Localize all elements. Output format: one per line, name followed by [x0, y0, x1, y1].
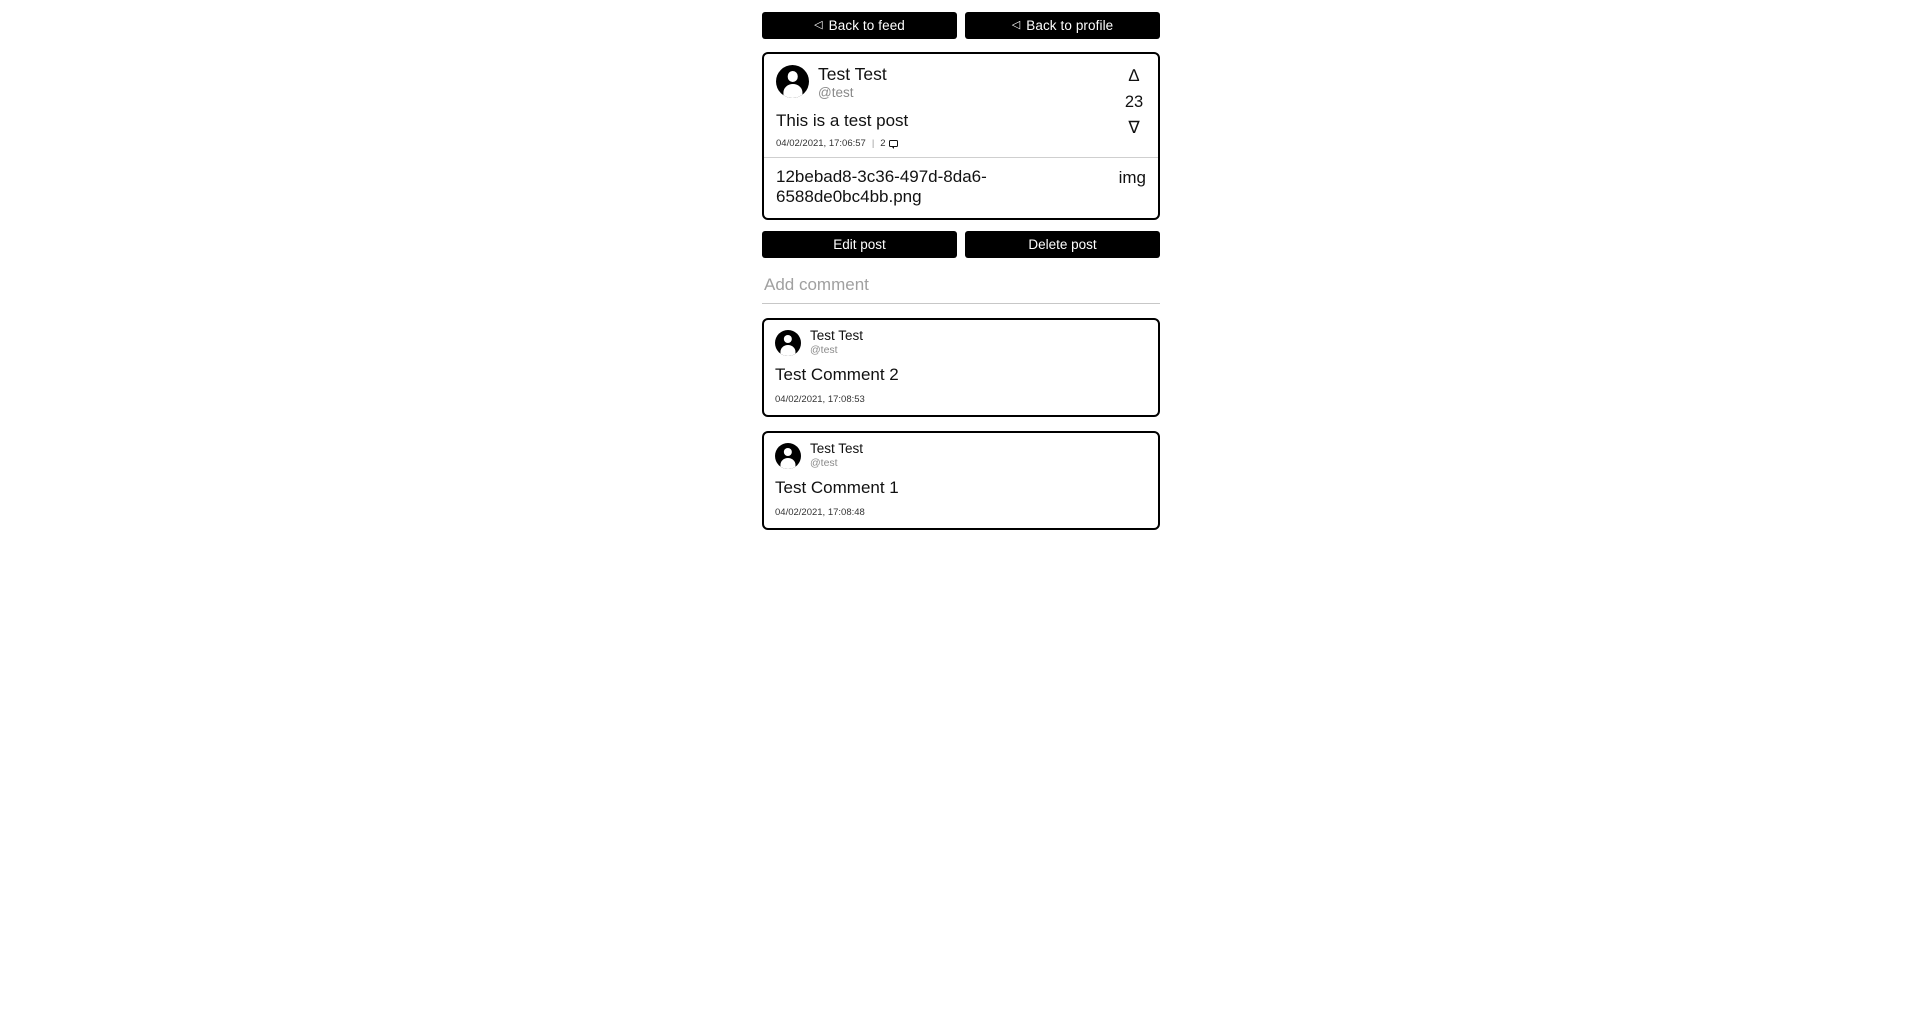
content-column	[762, 0, 1160, 530]
post-meta	[776, 138, 1146, 149]
attachment-type-label: img	[1118, 167, 1146, 187]
vote-control	[1120, 66, 1148, 138]
comment-body: Test Comment 1	[775, 477, 899, 497]
delete-post-button[interactable]: Delete post	[965, 231, 1160, 258]
post-attachment[interactable]	[764, 158, 1158, 218]
post-timestamp: 04/02/2021, 17:06:57	[776, 137, 866, 149]
post-author-handle: @test	[818, 85, 854, 101]
comment-timestamp: 04/02/2021, 17:08:53	[775, 393, 865, 405]
back-to-profile-label: Back to profile	[1026, 18, 1114, 33]
post-actions	[762, 231, 1160, 258]
comment-timestamp: 04/02/2021, 17:08:48	[775, 506, 865, 518]
top-nav	[762, 0, 1160, 39]
back-to-profile-button[interactable]	[965, 12, 1160, 39]
add-comment-input[interactable]	[762, 273, 1160, 304]
avatar	[775, 330, 801, 356]
post-comment-count-value: 2	[880, 137, 886, 149]
list-item	[762, 431, 1160, 530]
downvote-icon[interactable]: ∇	[1120, 118, 1148, 138]
post-comment-count	[880, 138, 897, 149]
post-main	[764, 54, 1158, 158]
comment-body: Test Comment 2	[775, 364, 899, 384]
comment-author[interactable]	[775, 329, 1147, 356]
post-author[interactable]	[776, 64, 1146, 101]
post-author-names	[818, 64, 887, 101]
attachment-filename: 12bebad8-3c36-497d-8da6-6588de0bc4bb.png	[776, 166, 987, 207]
meta-separator: |	[871, 137, 875, 149]
back-to-feed-label: Back to feed	[828, 18, 905, 33]
comment-author-handle: @test	[810, 456, 838, 469]
back-arrow-icon: ◁	[1011, 18, 1021, 31]
avatar	[776, 65, 809, 98]
edit-post-button[interactable]: Edit post	[762, 231, 957, 258]
comment-author-names	[810, 442, 863, 469]
comment-author-handle: @test	[810, 343, 838, 356]
back-arrow-icon: ◁	[814, 18, 823, 31]
comment-author-display-name: Test Test	[810, 440, 864, 456]
back-to-feed-button[interactable]	[762, 12, 957, 39]
comment-icon	[889, 140, 898, 147]
post-author-display-name: Test Test	[818, 64, 887, 84]
comment-author-names	[810, 329, 863, 356]
avatar	[775, 443, 801, 469]
comment-author[interactable]	[775, 442, 1147, 469]
list-item	[762, 318, 1160, 417]
post-body: This is a test post	[776, 110, 909, 130]
post-card	[762, 52, 1160, 220]
vote-count: 23	[1124, 93, 1144, 111]
upvote-icon[interactable]: ∆	[1120, 66, 1148, 86]
comment-list	[762, 318, 1160, 530]
comment-author-display-name: Test Test	[810, 327, 864, 343]
